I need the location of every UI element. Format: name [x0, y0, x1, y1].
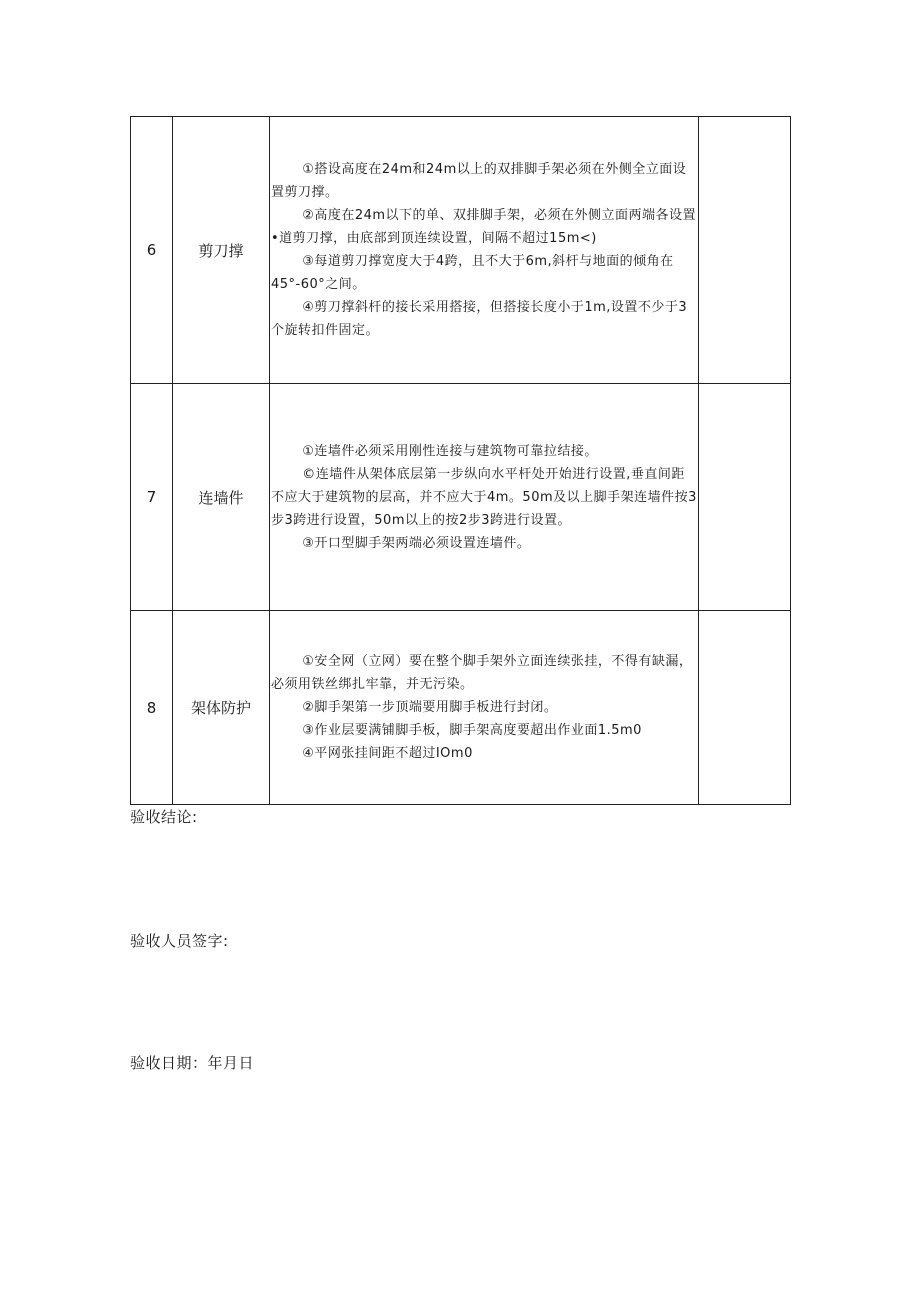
requirement-line: ③开口型脚手架两端必须设置连墙件。 — [302, 535, 531, 551]
table-row — [131, 611, 791, 805]
conclusion-label: 验收结论: — [130, 808, 198, 826]
item-name: 剪刀撑 — [173, 117, 270, 384]
requirements-cell — [270, 611, 699, 805]
table-row — [131, 384, 791, 611]
requirement-line: ①连墙件必须采用刚性连接与建筑物可靠拉结接。 — [302, 443, 598, 459]
row-number: 8 — [131, 611, 173, 805]
requirements-cell — [270, 117, 699, 384]
table-row — [131, 117, 791, 384]
date-label: 验收日期：年月日 — [130, 1054, 255, 1072]
item-name: 连墙件 — [173, 384, 270, 611]
row-number: 6 — [131, 117, 173, 384]
requirement-line: ①搭设高度在24m和24m以上的双排脚手架必须在外侧全立面设置剪刀撑。 — [271, 162, 687, 200]
requirement-line: ④剪刀撑斜杆的接长采用搭接，但搭接长度小于1m,设置不少于3个旋转扣件固定。 — [271, 300, 688, 338]
requirement-line: ©连墙件从架体底层第一步纵向水平杆处开始进行设置,垂直间距不应大于建筑物的层高，并不应大于4m。50m及以上脚手架连墙件按3步3跨进行设置，50m以上的按2步3跨进行设置。 — [271, 466, 697, 528]
result-cell — [699, 611, 791, 805]
requirement-line: ③每道剪刀撑宽度大于4跨，且不大于6m,斜杆与地面的倾角在45°-60°之间。 — [271, 254, 674, 292]
requirement-line: ③作业层要满铺脚手板，脚手架高度要超出作业面1.5m0 — [302, 723, 642, 738]
signature-label: 验收人员签字: — [130, 932, 229, 950]
result-cell — [699, 117, 791, 384]
requirement-line: ①安全网（立网）要在整个脚手架外立面连续张挂，不得有缺漏，必须用铁丝绑扎牢靠，并无污染。 — [271, 654, 693, 692]
requirements-cell — [270, 384, 699, 611]
item-name: 架体防护 — [173, 611, 270, 805]
requirement-line: ④平网张挂间距不超过IOm0 — [302, 746, 473, 761]
requirement-line: ②高度在24m以下的单、双排脚手架，必须在外侧立面两端各设置•道剪刀撑，由底部到顶连续设置，间隔不超过15m<) — [271, 208, 697, 246]
requirement-line: ②脚手架第一步顶端要用脚手板进行封闭。 — [302, 700, 558, 715]
row-number: 7 — [131, 384, 173, 611]
result-cell — [699, 384, 791, 611]
inspection-table — [130, 116, 791, 805]
